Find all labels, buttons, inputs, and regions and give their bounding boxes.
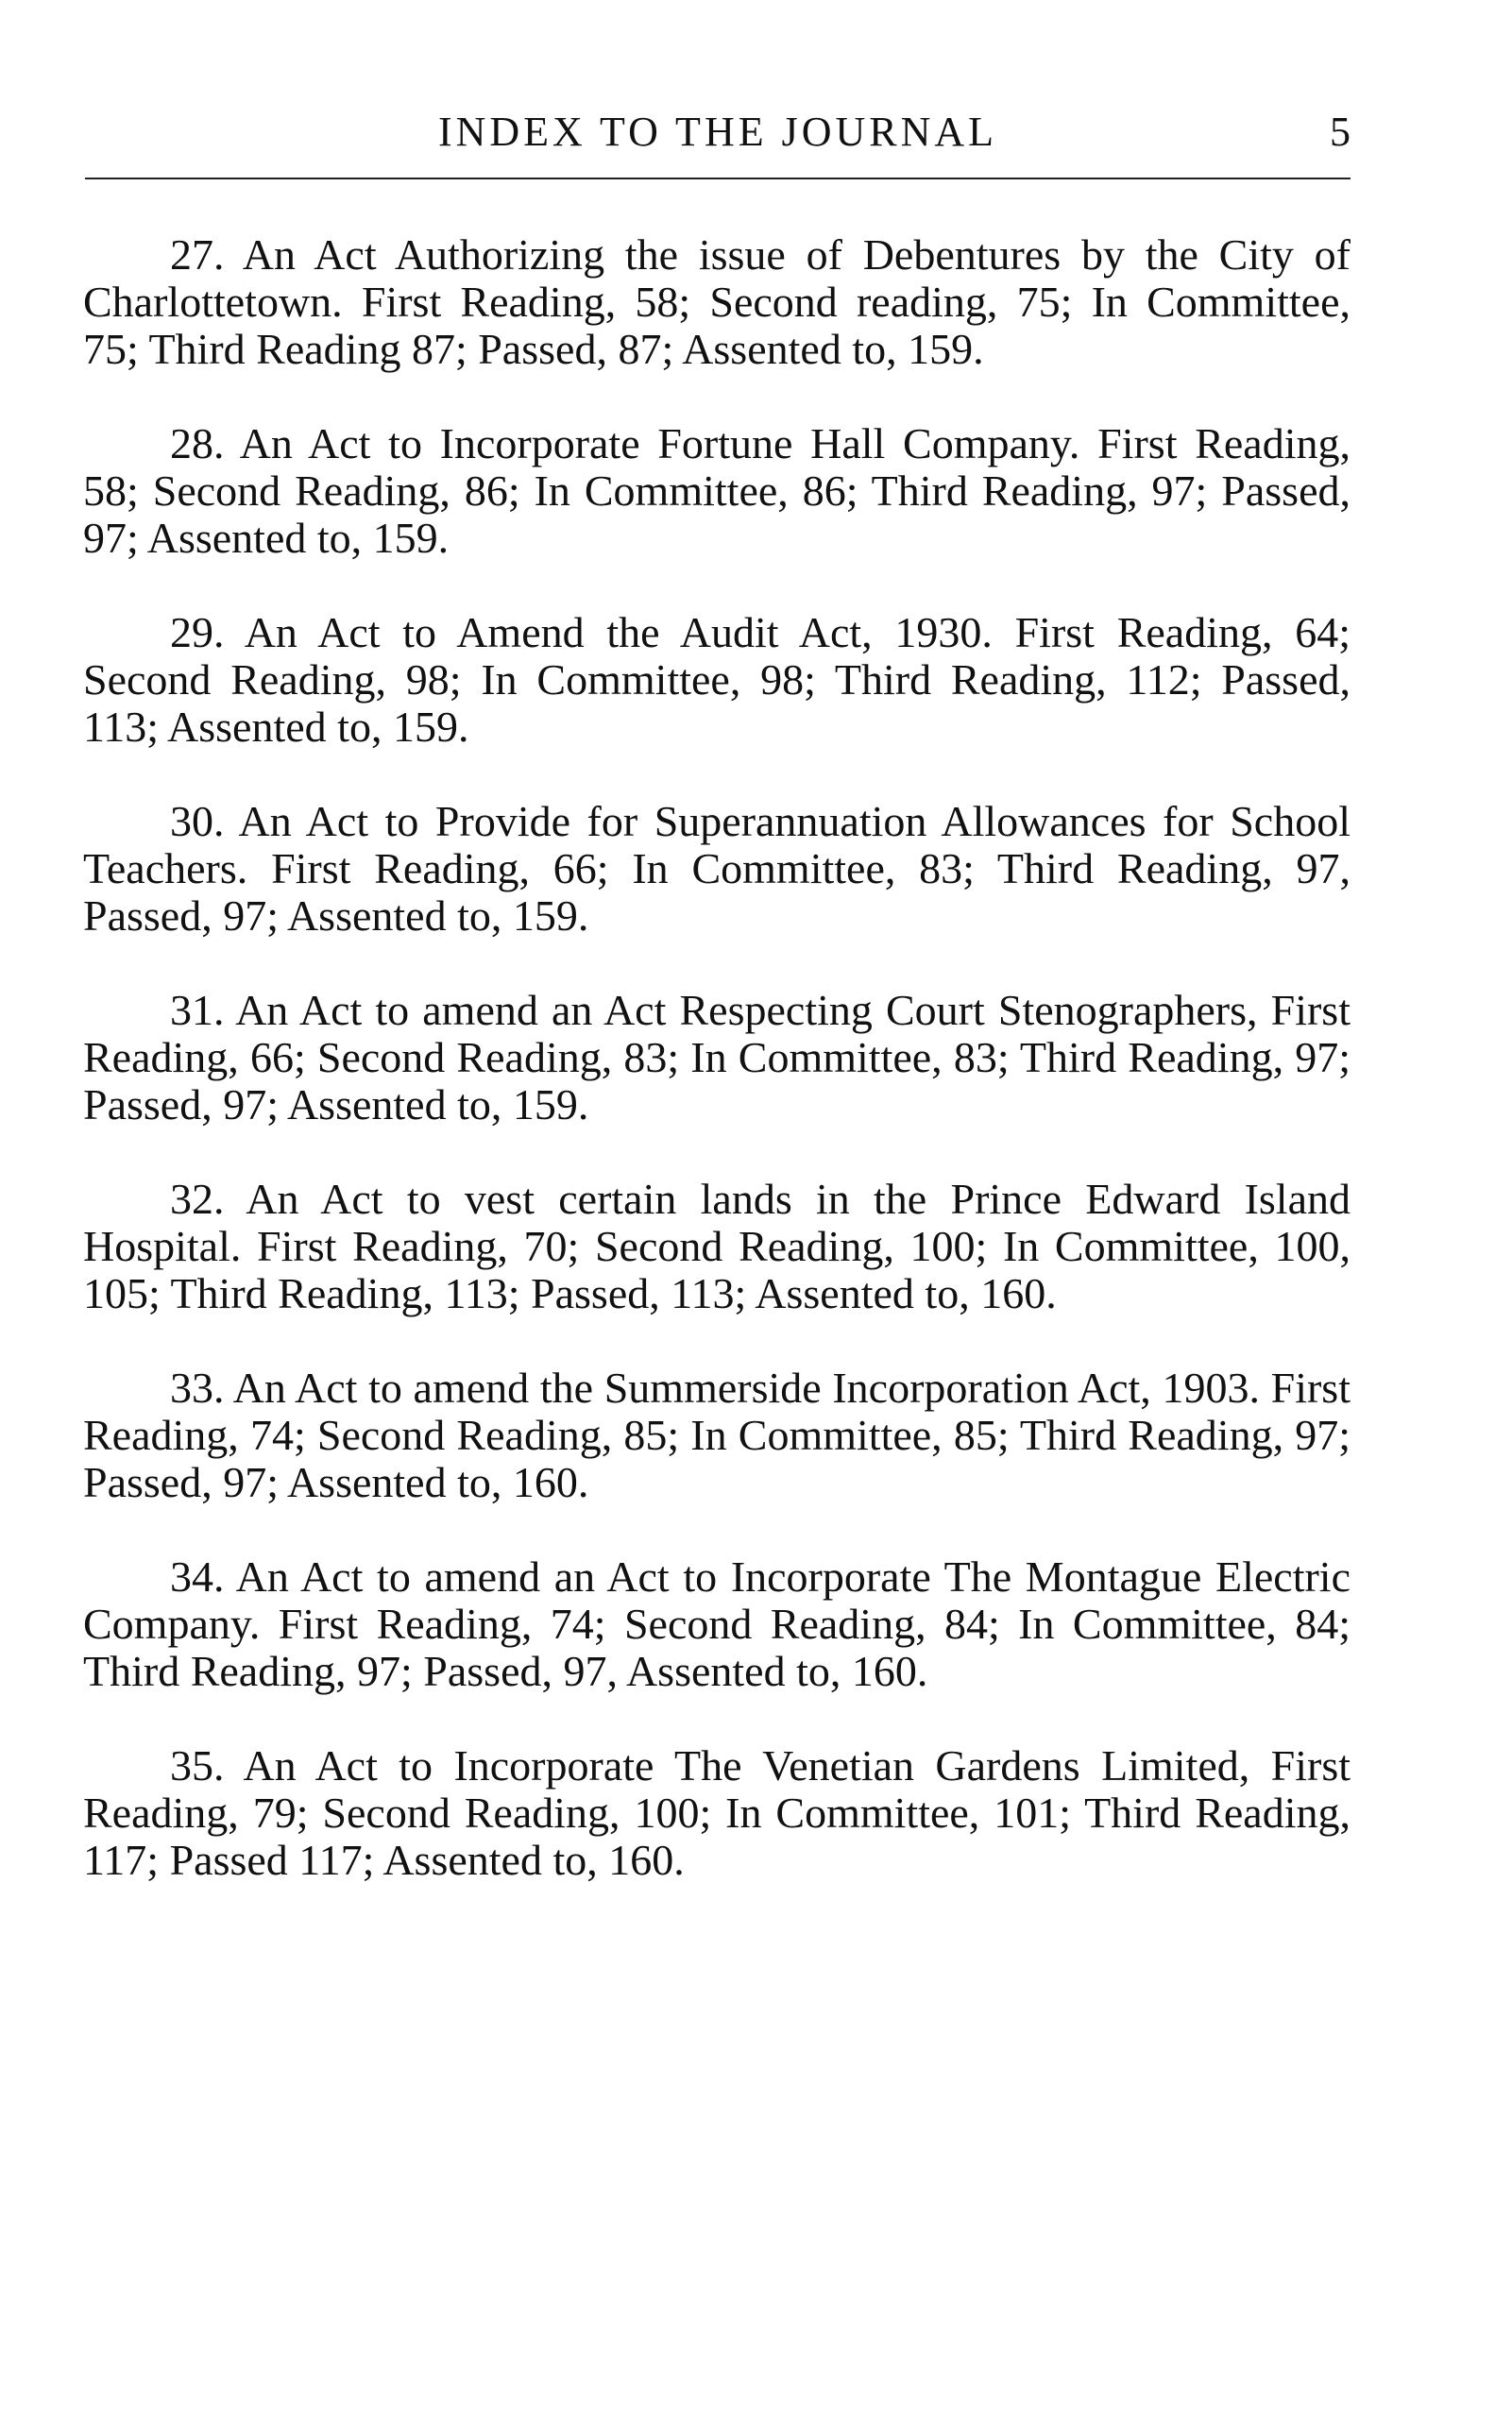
running-header [85,104,1351,161]
index-entry-35: 35. An Act to Incorporate The Venetian Gardens Limited, First Reading, 79; Second Reading, 100; In Committee, 101; Third Reading, 117; Passed 117; Assented to, 160. [83,1741,1351,1884]
index-entry-27: 27. An Act Authorizing the issue of Debentures by the City of Charlottetown. First Reading, 58; Second reading, 75; In Committee, 75; Third Reading 87; Passed, 87; Assented to, 159. [83,230,1351,373]
index-entry-31: 31. An Act to amend an Act Respecting Court Stenographers, First Reading, 66; Second Reading, 83; In Committee, 83; Third Reading, 97; Passed, 97; Assented to, 159. [83,986,1351,1128]
index-entry-32: 32. An Act to vest certain lands in the Prince Edward Island Hospital. First Reading, 70; Second Reading, 100; In Committee, 100, 105; Third Reading, 113; Passed, 113; Assented to, 160. [83,1175,1351,1317]
page-title: INDEX TO THE JOURNAL [437,109,998,155]
header-rule [85,178,1351,179]
index-entry-29: 29. An Act to Amend the Audit Act, 1930. First Reading, 64; Second Reading, 98; In Committee, 98; Third Reading, 112; Passed, 113; Assented to, 159. [83,608,1351,751]
index-entry-28: 28. An Act to Incorporate Fortune Hall Company. First Reading, 58; Second Reading, 86; In Committee, 86; Third Reading, 97; Passed, 97; Assented to, 159. [83,419,1351,562]
page-number: 5 [1330,109,1351,155]
index-entries [83,231,1351,1931]
index-entry-34: 34. An Act to amend an Act to Incorporate The Montague Electric Company. First Reading, 74; Second Reading, 84; In Committee, 84; Third Reading, 97; Passed, 97, Assented to, 160. [83,1552,1351,1695]
index-entry-30: 30. An Act to Provide for Superannuation Allowances for School Teachers. First Reading, 66; In Committee, 83; Third Reading, 97, Passed, 97; Assented to, 159. [83,797,1351,940]
index-entry-33: 33. An Act to amend the Summerside Incorporation Act, 1903. First Reading, 74; Second Reading, 85; In Committee, 85; Third Reading, 97; Passed, 97; Assented to, 160. [83,1364,1351,1506]
